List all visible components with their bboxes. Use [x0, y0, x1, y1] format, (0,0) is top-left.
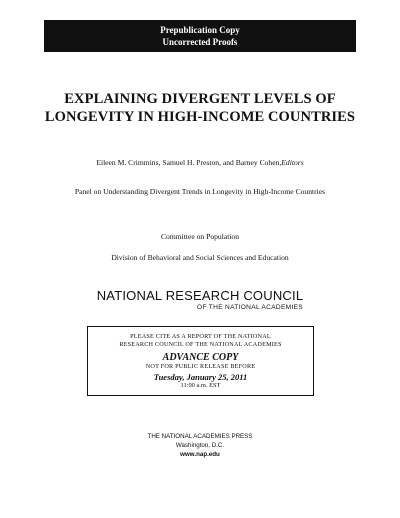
stamp-line-2: Uncorrected Proofs [162, 37, 238, 47]
nrc-logo [10, 288, 390, 312]
title-line-1: EXPLAINING DIVERGENT LEVELS OF [64, 91, 336, 107]
prepublication-stamp [44, 20, 356, 52]
committee-name: Committee on Population [160, 232, 240, 241]
advance-copy-label: ADVANCE COPY [162, 352, 239, 363]
division-name: Division of Behavioral and Social Sciences and Education [111, 253, 289, 262]
embargo-text: NOT FOR PUBLIC RELEASE BEFORE [145, 363, 256, 370]
nrc-subtitle: OF THE NATIONAL ACADEMIES [197, 304, 303, 311]
advance-copy-notice [87, 326, 314, 396]
publisher-url[interactable]: www.nap.edu [180, 451, 220, 458]
title-line-2: LONGEVITY IN HIGH-INCOME COUNTRIES [44, 109, 356, 125]
book-title [20, 90, 380, 126]
editors-line [10, 158, 390, 168]
stamp-line-1: Prepublication Copy [160, 25, 240, 35]
release-time: 11:00 a.m. EST [180, 382, 221, 389]
cite-line-1: PLEASE CITE AS A REPORT OF THE NATIONAL [130, 333, 271, 340]
editors-role: Editors [281, 158, 304, 167]
editor-names: Eileen M. Crimmins, Samuel H. Preston, and Barney Cohen, [96, 158, 282, 167]
nrc-name: NATIONAL RESEARCH COUNCIL [96, 288, 304, 303]
publisher-name: THE NATIONAL ACADEMIES PRESS [147, 433, 253, 440]
panel-name: Panel on Understanding Divergent Trends in Longevity in High-Income Countries [74, 187, 326, 196]
cite-line-2: RESEARCH COUNCIL OF THE NATIONAL ACADEMIES [119, 341, 282, 348]
release-date: Tuesday, January 25, 2011 [153, 372, 248, 382]
publisher-city: Washington, D.C. [175, 442, 225, 449]
publisher-block [10, 432, 390, 459]
